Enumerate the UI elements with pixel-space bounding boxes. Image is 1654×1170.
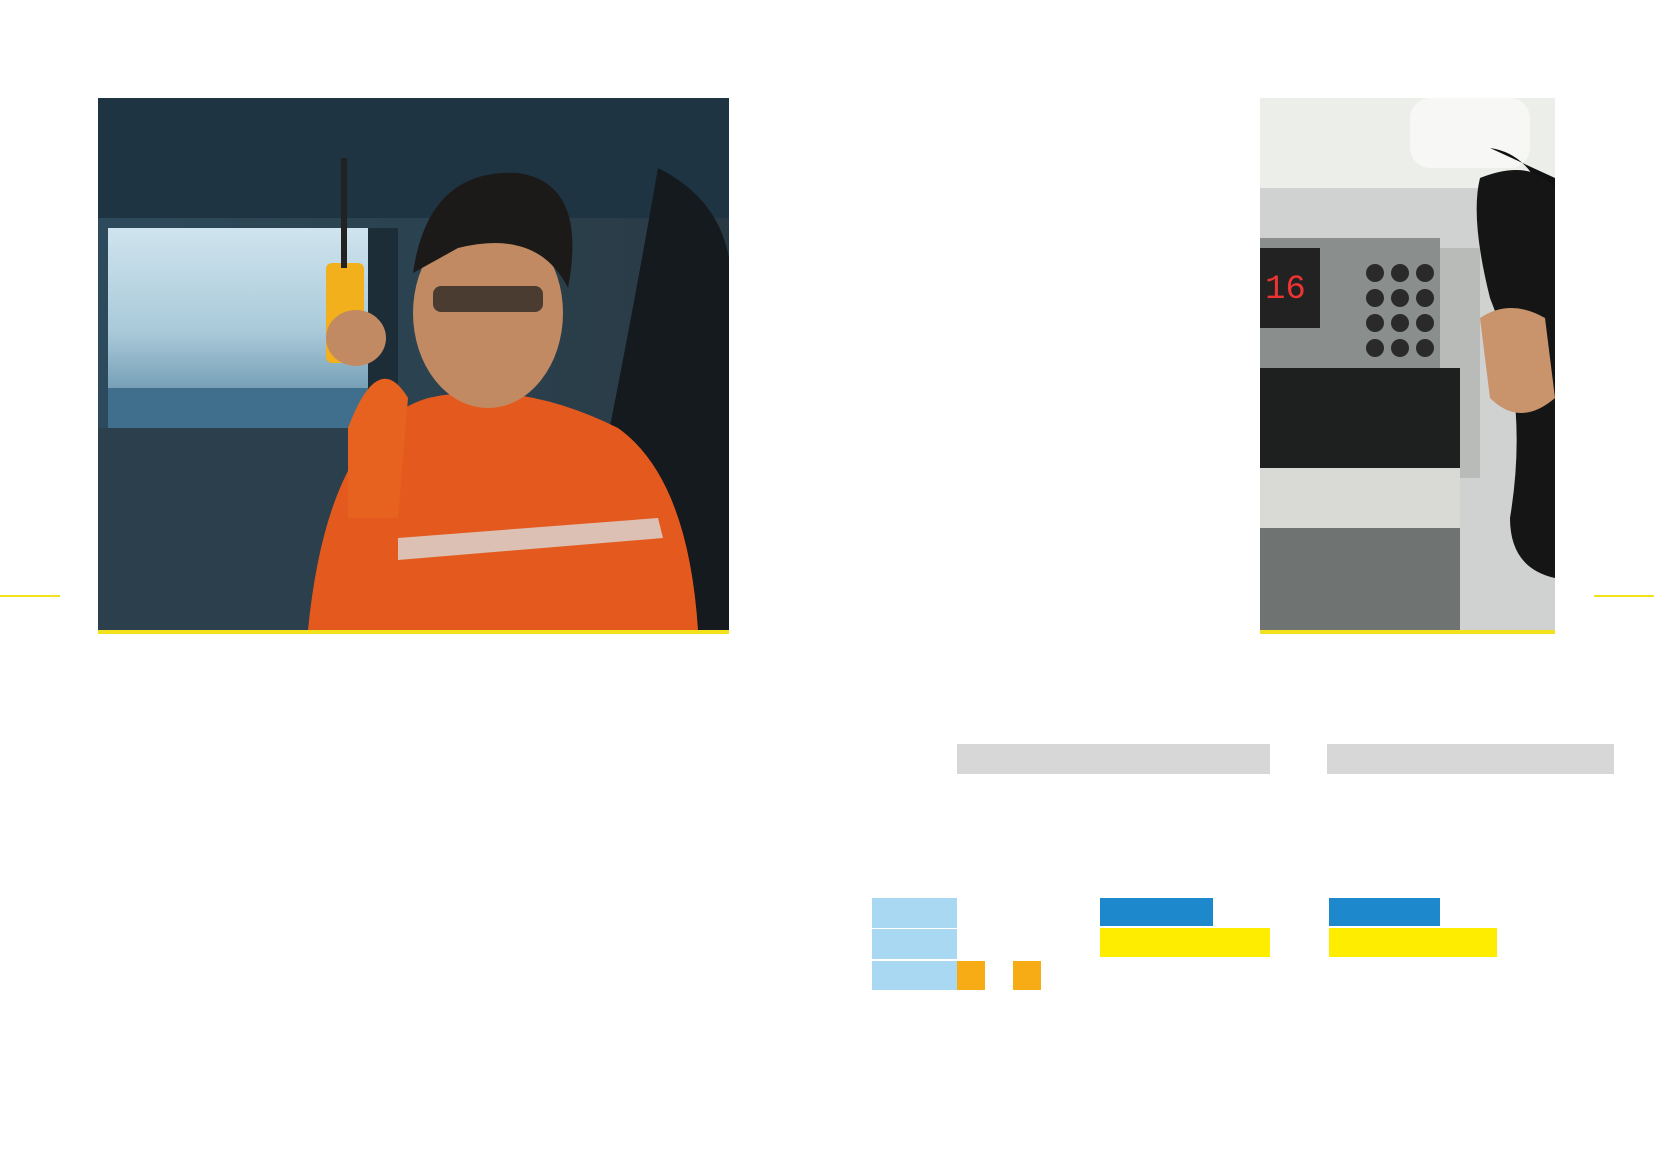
longl-ais-2 (1013, 961, 1041, 990)
sat-bar-upper (1329, 928, 1497, 957)
sat-bar-lower (1100, 928, 1270, 957)
left-column-2 (433, 686, 729, 704)
upper-leg-header (1327, 744, 1614, 774)
longl-ais-1 (957, 961, 985, 990)
lower-leg-header (957, 744, 1270, 774)
radio-handset-photo (1260, 98, 1555, 634)
ter-bar-lower (1100, 898, 1213, 926)
vhf-radio-handset-photo-icon (1260, 98, 1555, 630)
svg-text:16: 16 (1265, 271, 1306, 309)
ter-bar-upper (1329, 898, 1440, 926)
row-label-vde-sat (872, 929, 957, 959)
row-label-vde-ter (872, 898, 957, 928)
row-label-ais-asm (872, 961, 957, 990)
page-rule-left (0, 595, 60, 597)
page-rule-right (1594, 595, 1654, 597)
officer-radio-photo (98, 98, 729, 634)
officer-with-handheld-radio-photo-icon (98, 98, 729, 630)
